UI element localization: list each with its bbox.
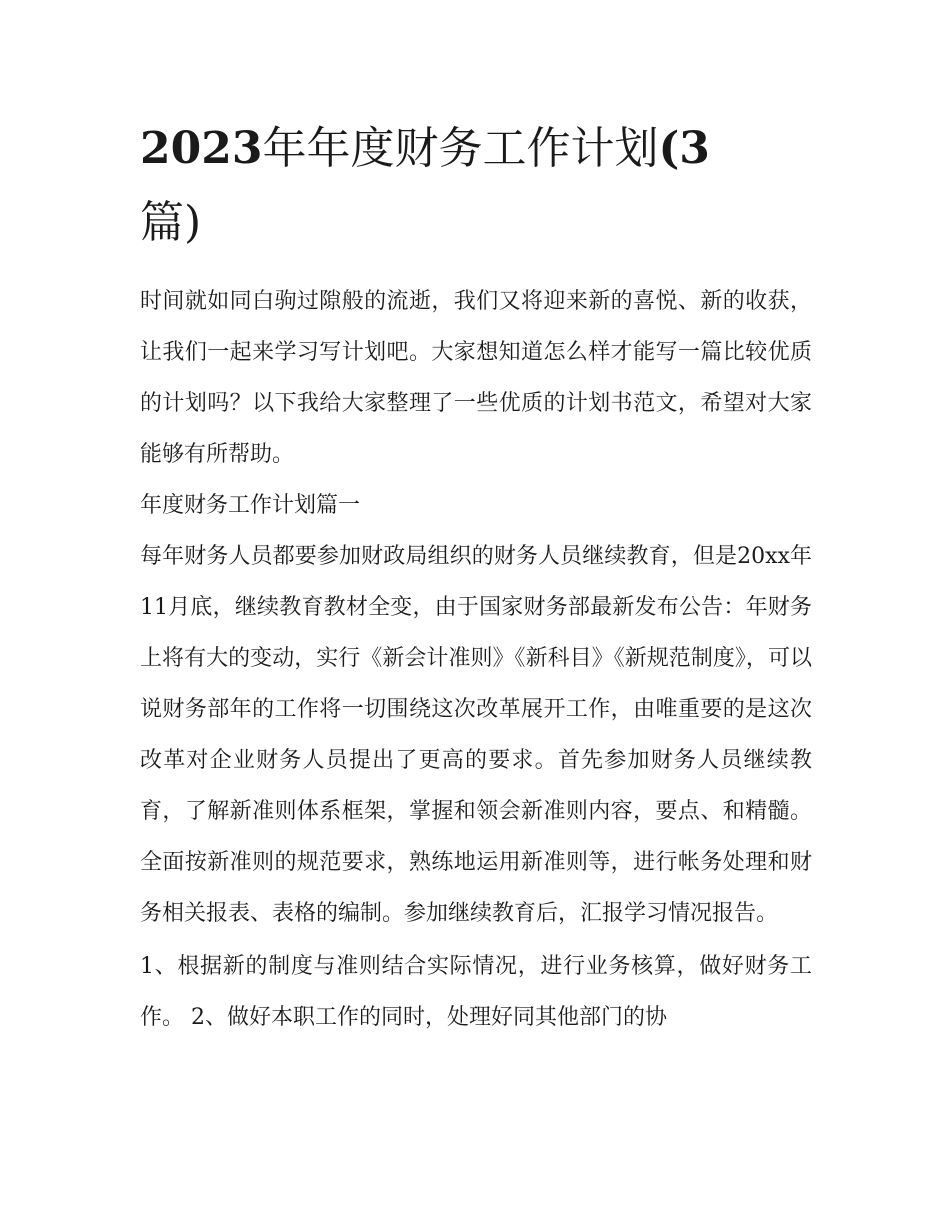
title-year: 2023 xyxy=(140,123,263,174)
document-title xyxy=(140,112,815,260)
document-body xyxy=(140,276,812,1043)
title-paren: (3 xyxy=(658,123,710,174)
body-paragraph: 每年财务人员都要参加财政局组织的财务人员继续教育，但是20xx年11月底，继续教育教材全变，由于国家财务部最新发布公告：年财务上将有大的变动，实行《新会计准则》《新科目》《新规范制度》，可以说财务部年的工作将一切围绕这次改革展开工作，由唯重要的是这次改革对企业财务人员提出了更高的要求。首先参加财务人员继续教育，了解新准则体系框架，掌握和领会新准则内容，要点、和精髓。全面按新准则的规范要求，熟练地运用新准则等，进行帐务处理和财务相关报表、表格的编制。参加继续教育后，汇报学习情况报告。 xyxy=(140,544,812,926)
title-line2: 篇) xyxy=(140,197,202,248)
list-paragraph: 1、根据新的制度与准则结合实际情况，进行业务核算，做好财务工作。 2、做好本职工作的同时，处理好同其他部门的协 xyxy=(140,954,812,1030)
section-heading: 年度财务工作计划篇一 xyxy=(140,493,361,518)
title-text: 年年度财务工作计划 xyxy=(262,123,659,174)
intro-paragraph: 时间就如同白驹过隙般的流逝，我们又将迎来新的喜悦、新的收获，让我们一起来学习写计划吧。大家想知道怎么样才能写一篇比较优质的计划吗？以下我给大家整理了一些优质的计划书范文，希望对大家能够有所帮助。 xyxy=(140,289,812,467)
